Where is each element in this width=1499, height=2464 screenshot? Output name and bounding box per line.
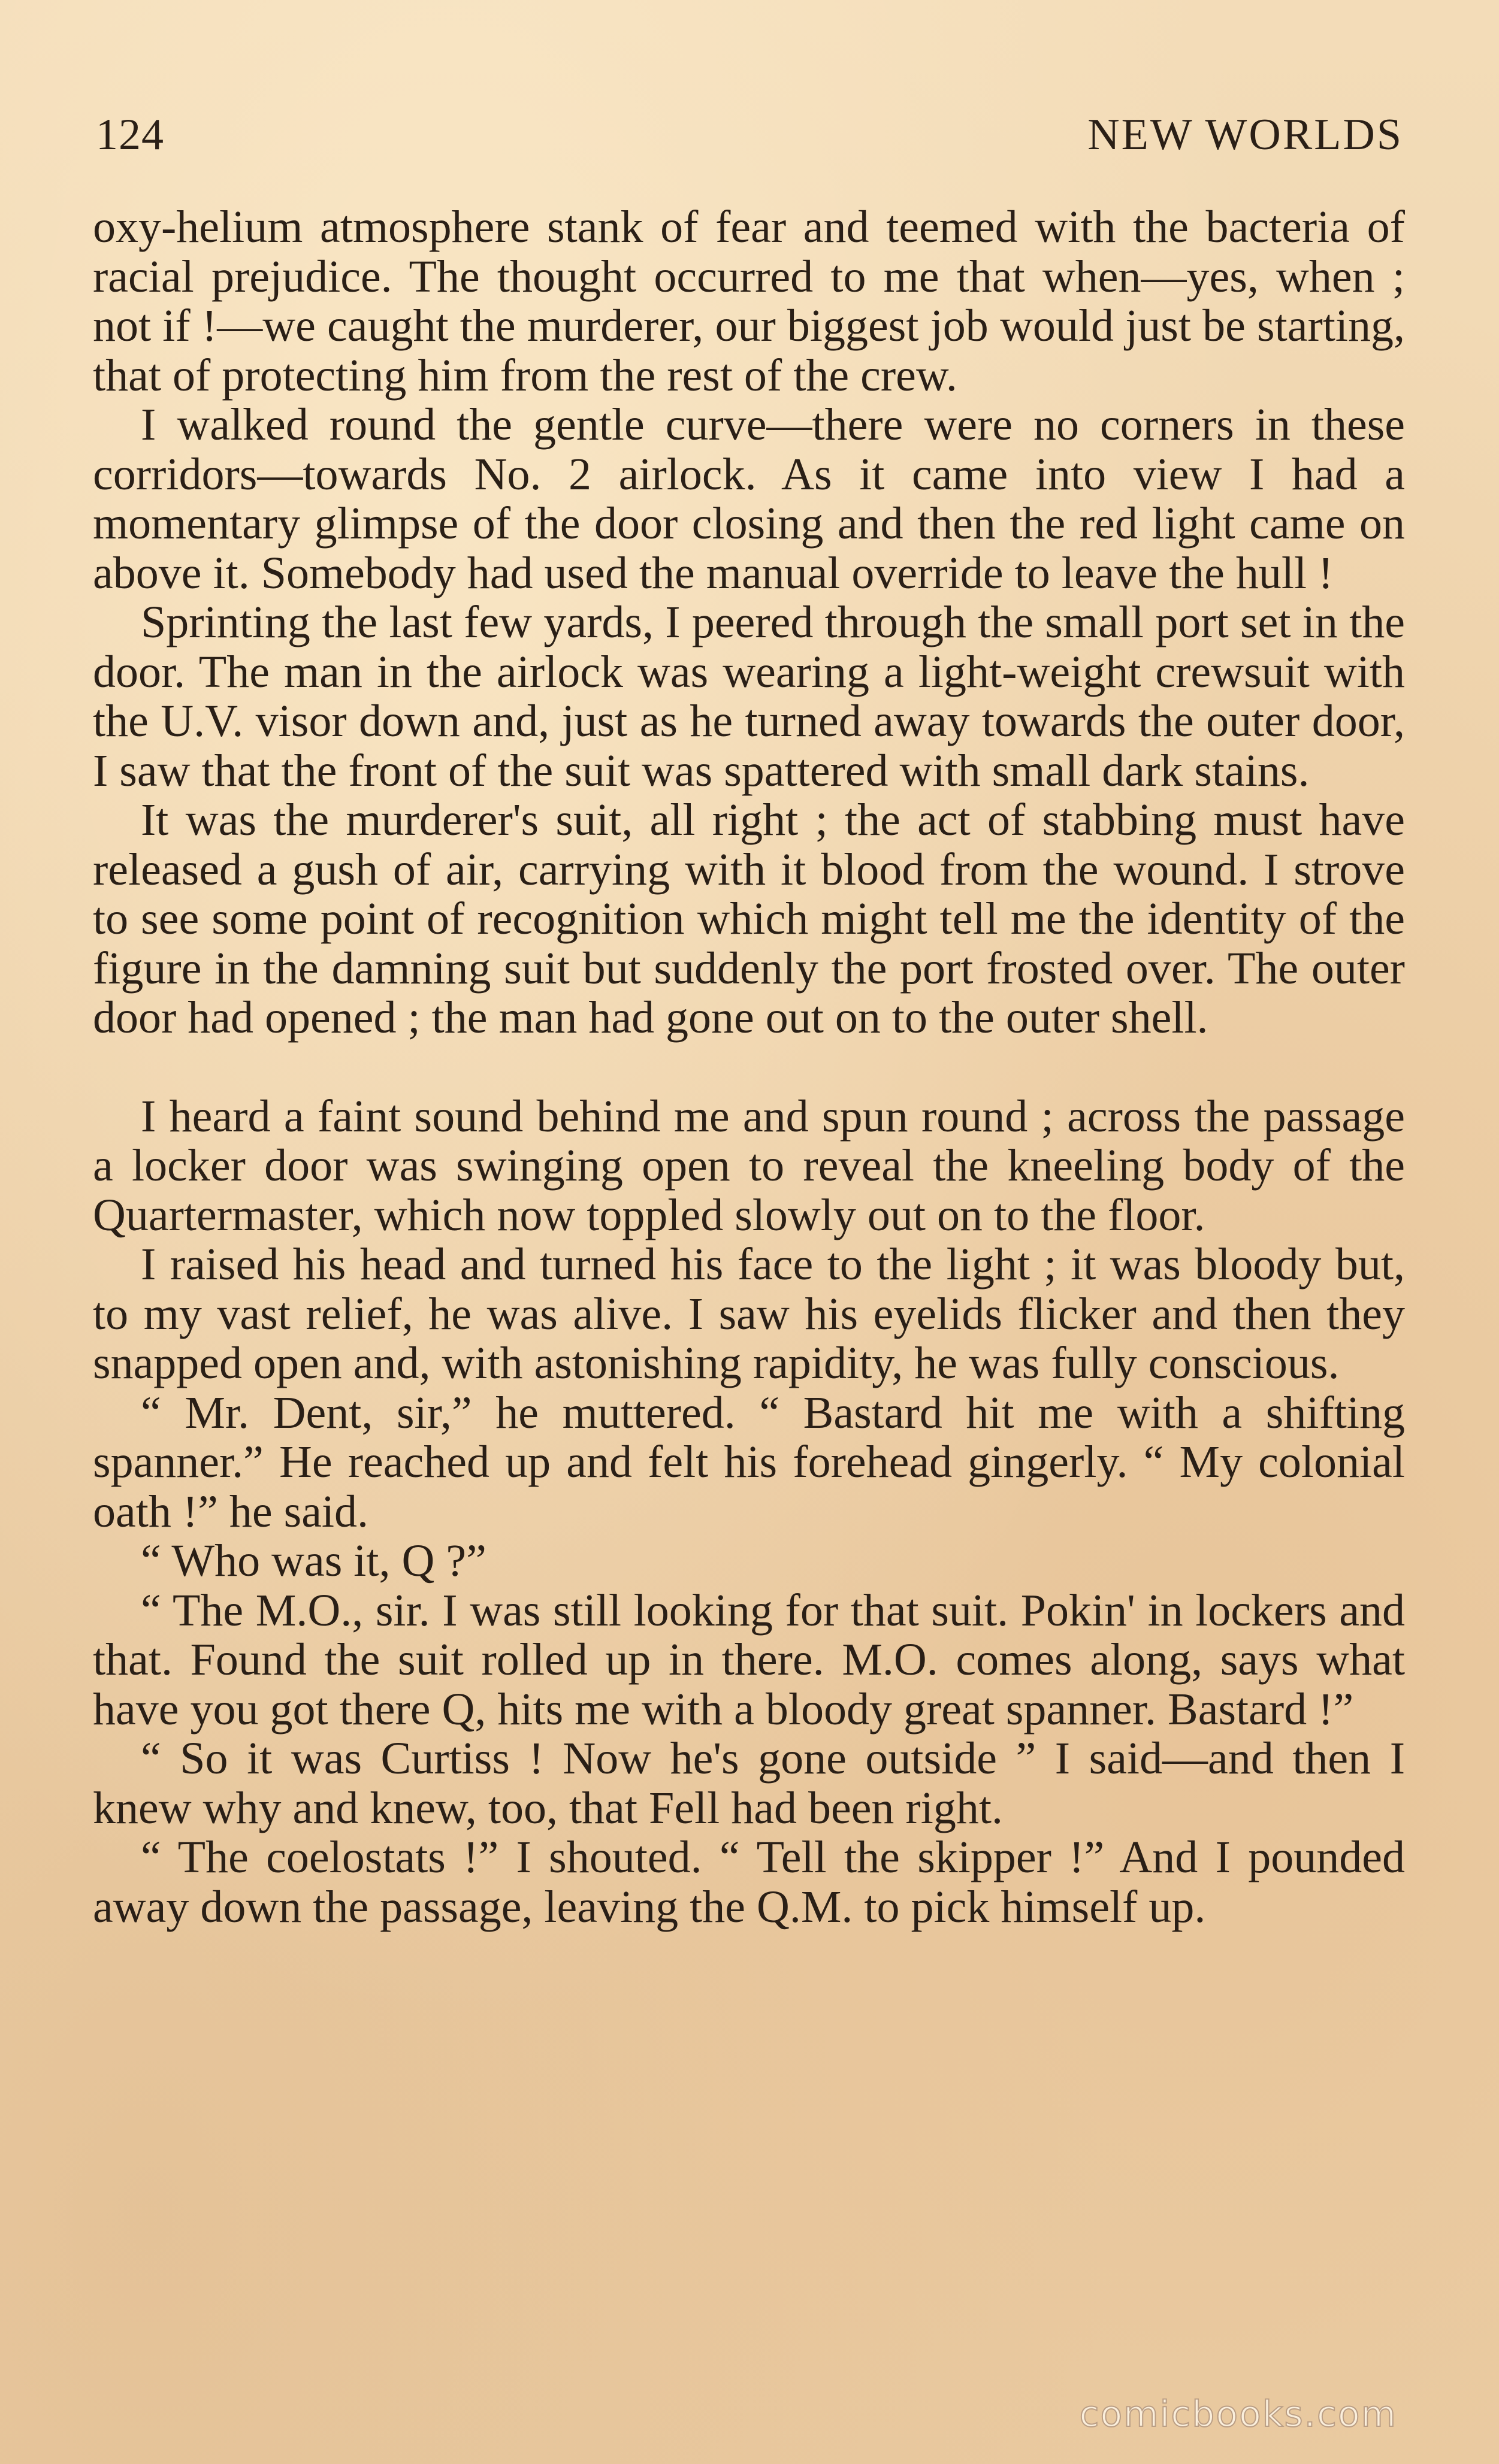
journal-title: NEW WORLDS xyxy=(1087,110,1403,159)
paragraph: “ The M.O., sir. I was still looking for that suit. Pokin' in lockers and that. Found the suit rolled up in there. M.O. comes along, says what have you got there Q, hits me with a bloody great spanner. Bastard !” xyxy=(93,1585,1405,1735)
running-head xyxy=(96,102,1403,168)
paragraph: “ So it was Curtiss ! Now he's gone outside ” I said—and then I knew why and knew, too, that Fell had been right. xyxy=(93,1733,1405,1833)
paragraph: It was the murderer's suit, all right ; the act of stabbing must have released a gush of air, carrying with it blood from the wound. I strove to see some point of recognition which might tell me the identity of the figure in the damning suit but suddenly the port frosted over. The outer door had opened ; the man had gone out on to the outer shell. xyxy=(93,795,1405,1043)
story-text xyxy=(93,202,1405,1932)
page-number: 124 xyxy=(96,110,164,159)
watermark: comicbooks.com xyxy=(1079,2393,1397,2435)
paragraph: I walked round the gentle curve—there were no corners in these corridors—towards No. 2 airlock. As it came into view I had a momentary glimpse of the door closing and then the red light came on above it. Somebody had used the manual override to leave the hull ! xyxy=(93,399,1405,598)
paragraph: I raised his head and turned his face to the light ; it was bloody but, to my vast relief, he was alive. I saw his eyelids flicker and then they snapped open and, with astonishing rapidity, he was fully conscious. xyxy=(93,1239,1405,1388)
paragraph: “ Mr. Dent, sir,” he muttered. “ Bastard hit me with a shifting spanner.” He reached up and felt his forehead gingerly. “ My colonial oath !” he said. xyxy=(93,1387,1405,1537)
paragraph: oxy-helium atmosphere stank of fear and teemed with the bacteria of racial prejudice. The thought occurred to me that when—yes, when ; not if !—we caught the murderer, our biggest job would just be starting, that of protecting him from the rest of the crew. xyxy=(93,202,1405,401)
paragraph: Sprinting the last few yards, I peered through the small port set in the door. The man in the airlock was wearing a light-weight crewsuit with the U.V. visor down and, just as he turned away towards the outer door, I saw that the front of the suit was spattered with small dark stains. xyxy=(93,597,1405,796)
paragraph: “ The coelostats !” I shouted. “ Tell the skipper !” And I pounded away down the passage, leaving the Q.M. to pick himself up. xyxy=(93,1832,1405,1932)
paragraph: I heard a faint sound behind me and spun round ; across the passage a locker door was swinging open to reveal the kneeling body of the Quartermaster, which now toppled slowly out on to the floor. xyxy=(93,1091,1405,1240)
paragraph: “ Who was it, Q ?” xyxy=(141,1536,486,1586)
